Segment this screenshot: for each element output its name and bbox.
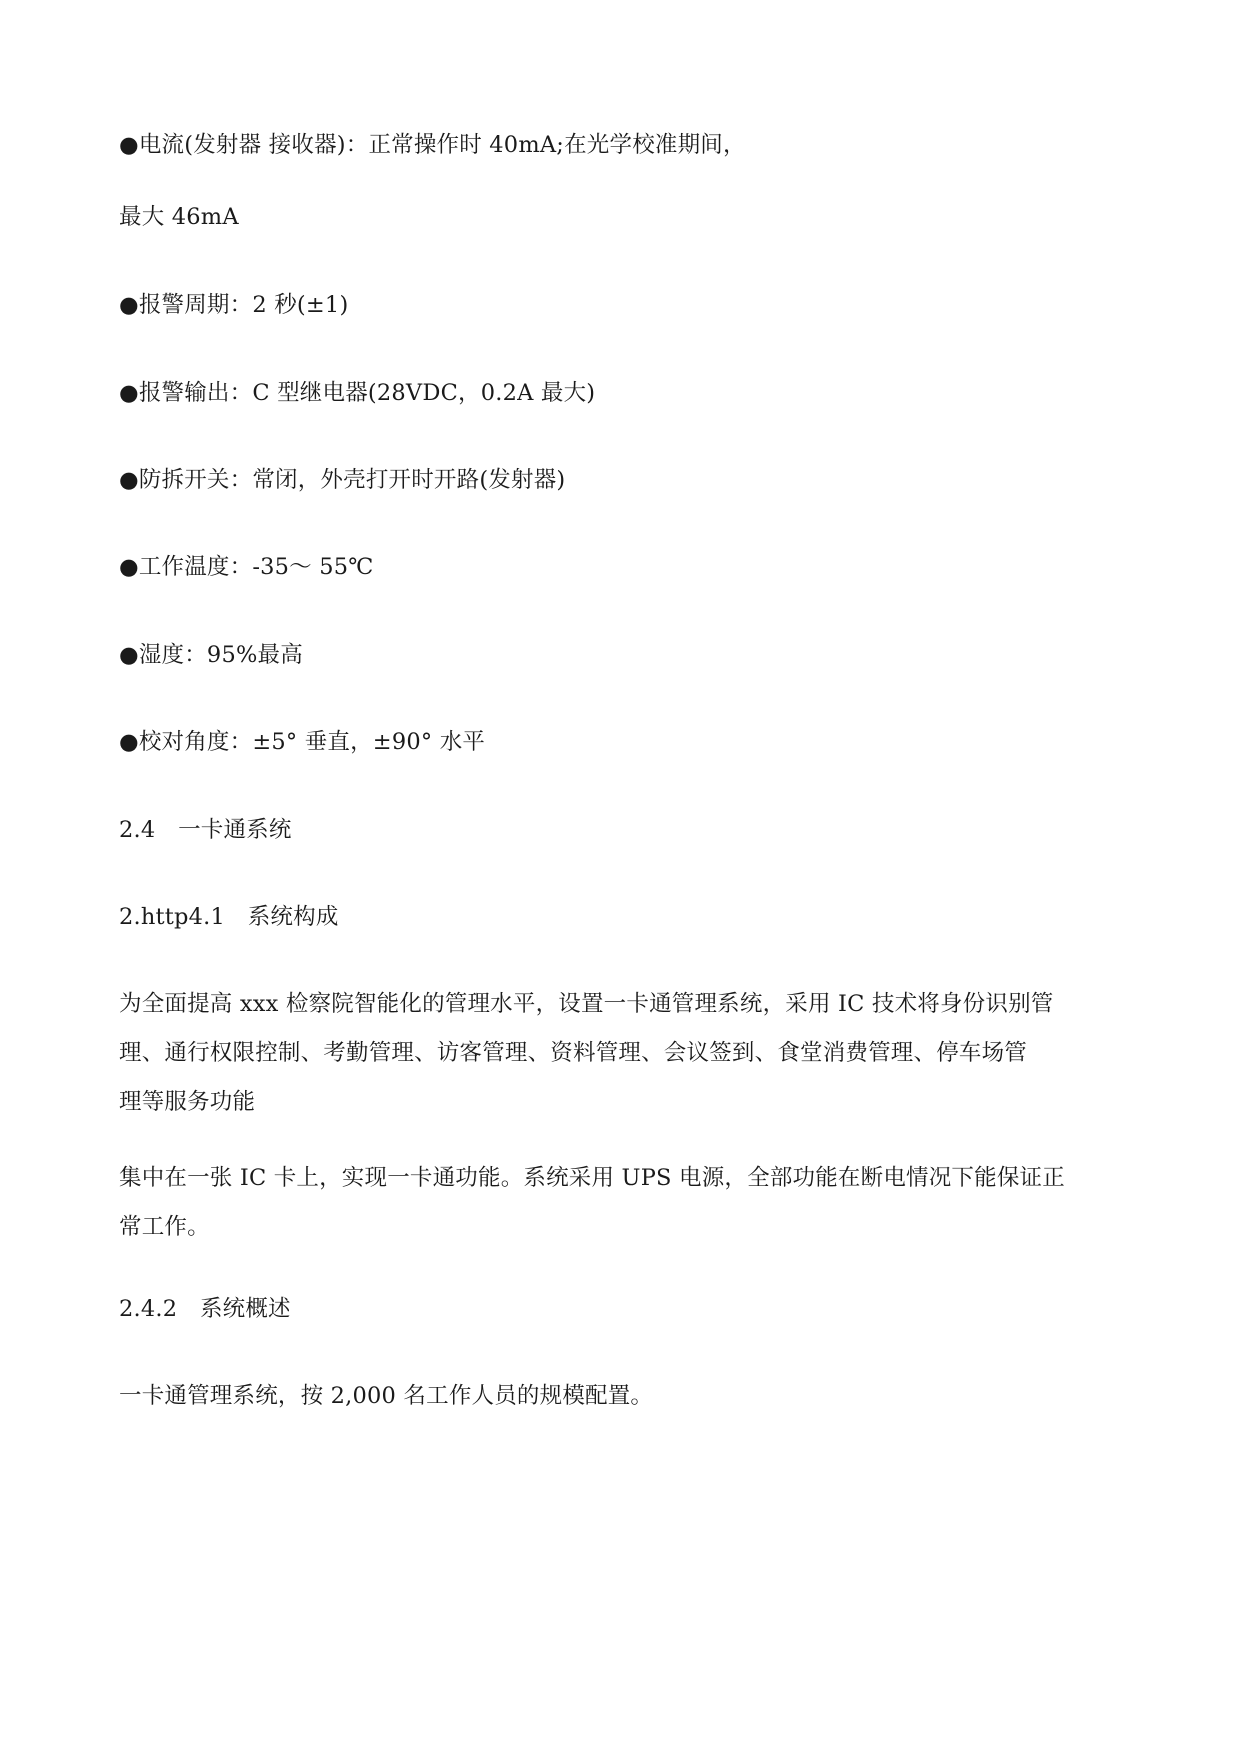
paragraph-line: 集中在一张 IC 卡上，实现一卡通功能。系统采用 UPS 电源，全部功能在断电情况下能保证正 (119, 1165, 1065, 1191)
spec-alarm-output: ●报警输出：C 型继电器(28VDC，0.2A 最大) (119, 380, 596, 406)
paragraph-system-overview: 一卡通管理系统，按 2,000 名工作人员的规模配置。 (119, 1383, 654, 1409)
paragraph-ic-card (119, 1154, 1129, 1252)
spec-tamper-switch: ●防拆开关：常闭，外壳打开时开路(发射器) (119, 467, 566, 493)
spec-alarm-period: ●报警周期：2 秒(±1) (119, 292, 349, 318)
section-heading-2-4-2: 2.4.2 系统概述 (119, 1296, 291, 1322)
paragraph-line: 理、通行权限控制、考勤管理、访客管理、资料管理、会议签到、食堂消费管理、停车场管 (119, 1040, 1028, 1066)
paragraph-system-composition (119, 980, 1129, 1127)
spec-current-max: 最大 46mA (119, 204, 239, 230)
spec-humidity: ●湿度：95%最高 (119, 642, 303, 668)
paragraph-line: 为全面提高 xxx 检察院智能化的管理水平，设置一卡通管理系统，采用 IC 技术将身份识别管 (119, 991, 1054, 1017)
paragraph-line: 理等服务功能 (119, 1089, 256, 1115)
paragraph-line: 常工作。 (119, 1214, 210, 1240)
section-heading-2-4-1: 2.http4.1 系统构成 (119, 904, 339, 930)
spec-operating-temperature: ●工作温度：-35～ 55℃ (119, 554, 374, 580)
spec-alignment-angle: ●校对角度：±5° 垂直，±90° 水平 (119, 729, 486, 755)
spec-current: ●电流(发射器 接收器)：正常操作时 40mA;在光学校准期间， (119, 132, 746, 158)
section-heading-2-4: 2.4 一卡通系统 (119, 817, 292, 843)
